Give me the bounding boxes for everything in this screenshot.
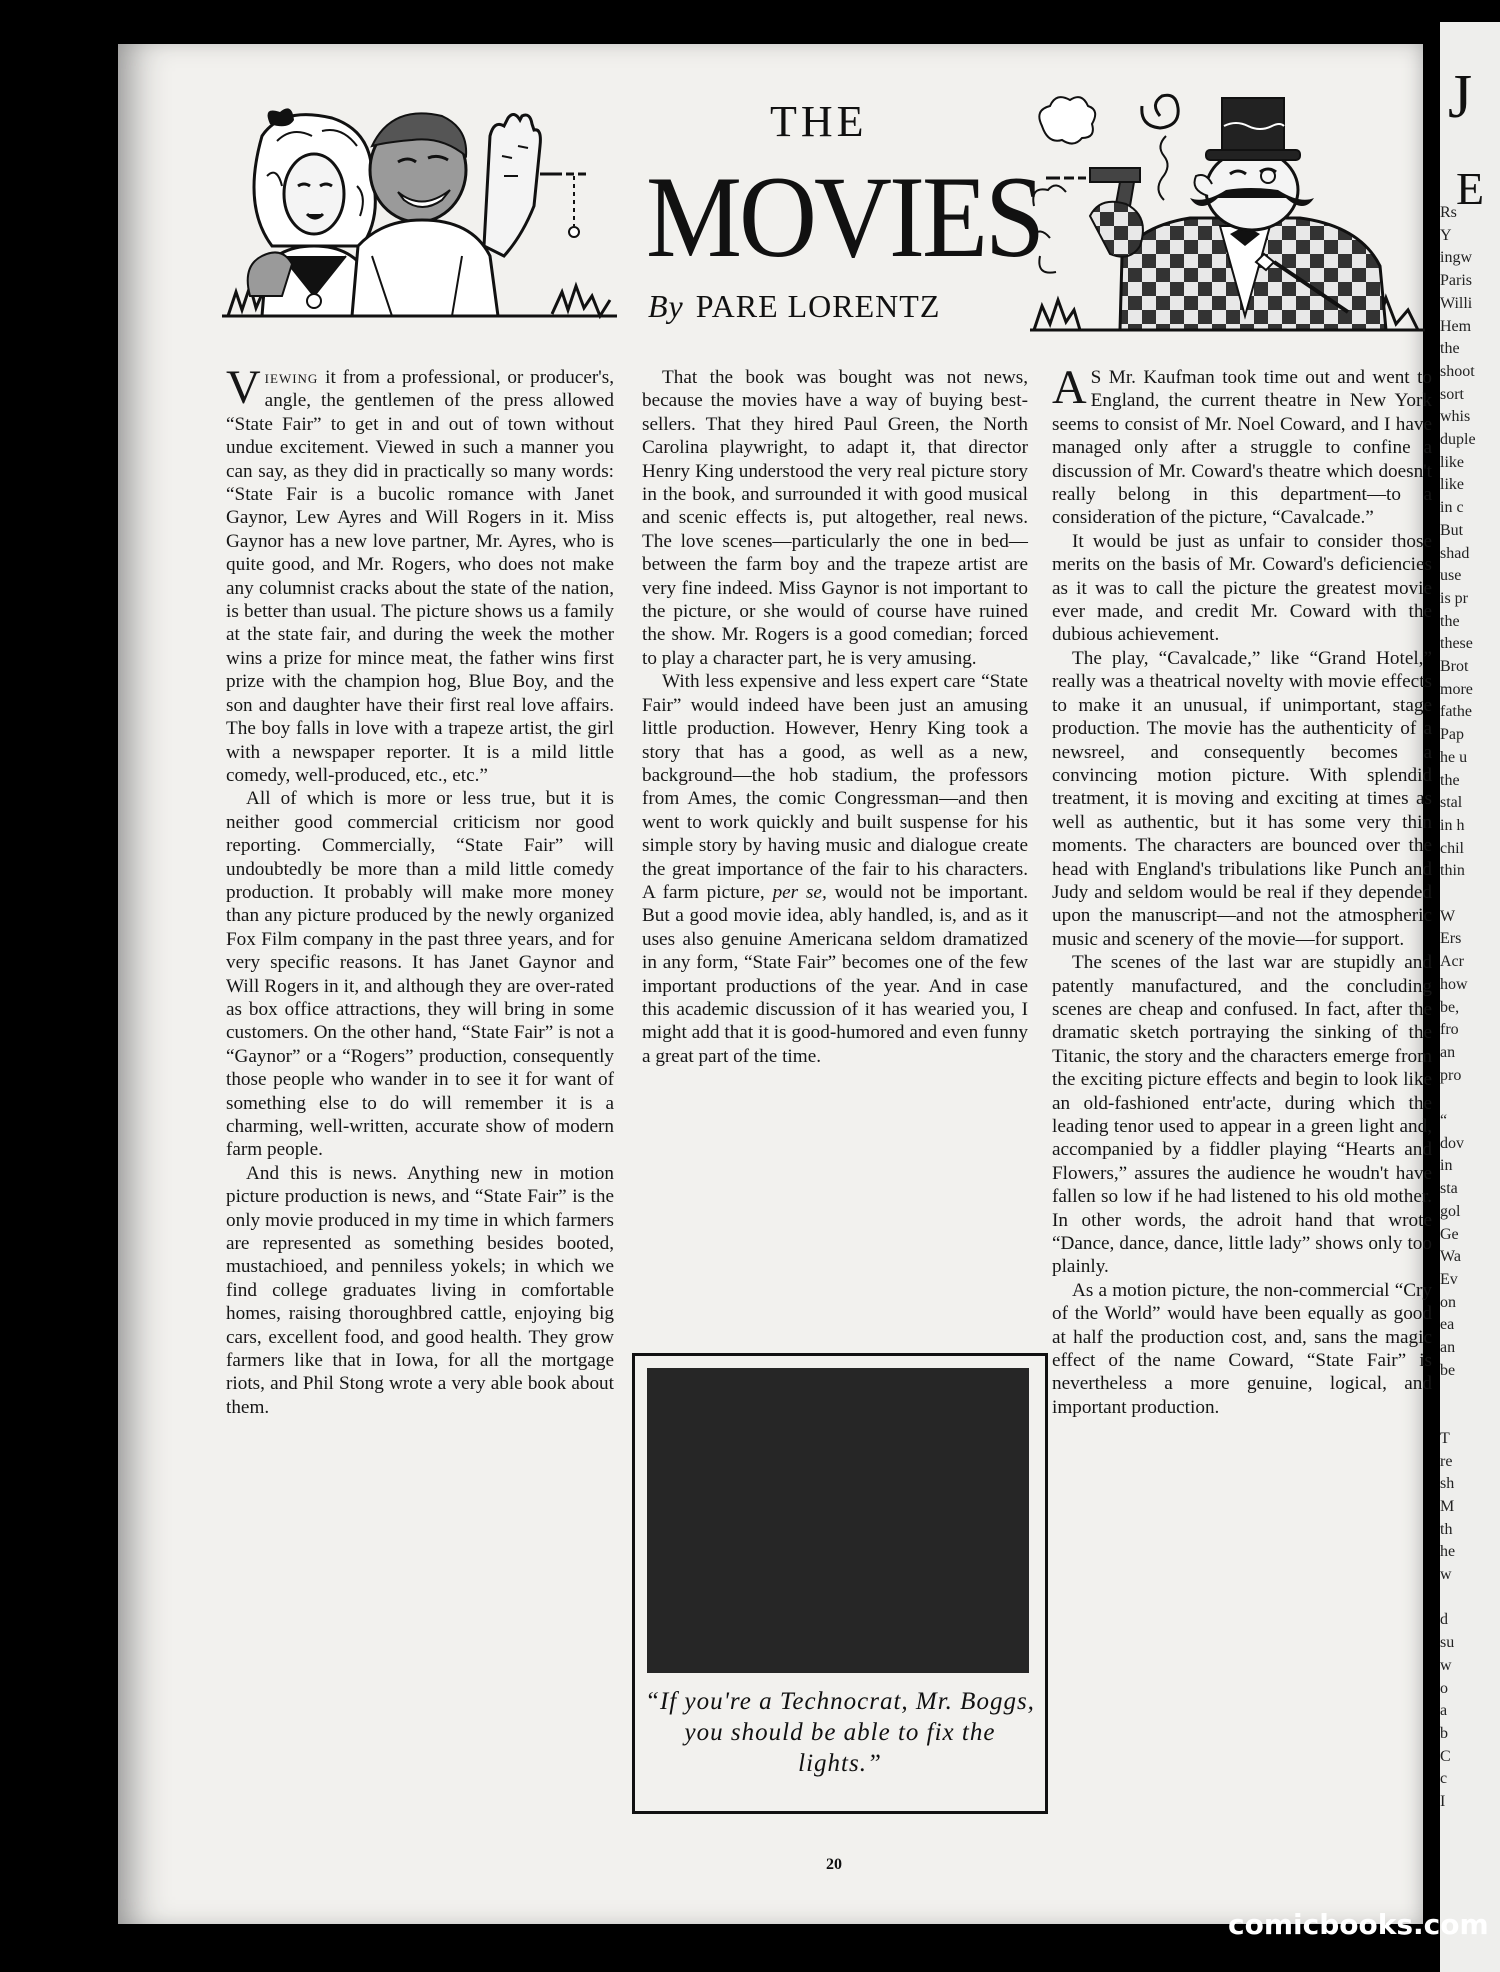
next-page-fragment: he [1440, 1543, 1456, 1561]
next-page-fragment: W [1440, 907, 1456, 925]
column-3-paragraph-2: It would be just as unfair to consider those merits on the basis of Mr. Coward's deficiencies as it was to call the picture the greatest movie ever made, and credit Mr. Coward with the dubious achievement. [1052, 530, 1432, 646]
column-1-paragraph-3: And this is news. Anything new in motion picture production is news, and “State Fair” is the only movie produced in my time in which farmers are represented as something besides booted, mustachioed, and penniless yokels; in which we find college graduates living in comfortable homes, raising thoroughbred cattle, enjoying big cars, excellent food, and good health. They grow farmers like that in Iowa, for all the mortgage riots, and Phil Stong wrote a very able book about them. [226, 1162, 614, 1418]
next-page-fragment: w [1440, 1566, 1452, 1583]
next-page-fragment: Willi [1440, 294, 1473, 312]
next-page-edge [1440, 22, 1500, 1972]
next-page-dropcap: E [1456, 163, 1485, 214]
next-page-fragment: more [1440, 680, 1473, 698]
next-page-fragment: whis [1440, 408, 1471, 426]
next-page-fragment: Ev [1440, 1270, 1458, 1288]
next-page-fragment: su [1440, 1634, 1455, 1652]
next-page-fragment: he u [1440, 748, 1468, 766]
cartoon-caption: “If you're a Technocrat, Mr. Boggs, you should be able to fix the lights.” [645, 1688, 1035, 1777]
cartoon-image [647, 1368, 1029, 1673]
next-page-fragment: w [1440, 1656, 1452, 1674]
next-page-fragment: the [1440, 612, 1460, 630]
byline-author: PARE LORENTZ [695, 288, 941, 324]
next-page-fragment: stal [1440, 794, 1463, 812]
watermark-text: comicbooks.com [1228, 1908, 1489, 1941]
byline-by: By [648, 288, 684, 324]
dropcap-v: V [226, 361, 261, 414]
column-3-paragraph-1 [1052, 361, 1432, 530]
page-number: 20 [826, 1856, 842, 1873]
next-page-fragment: these [1440, 635, 1473, 653]
cartoon-box [632, 1353, 1048, 1814]
next-page-fragment: Rs [1440, 204, 1457, 221]
next-page-fragment: like [1440, 476, 1464, 494]
next-page-fragment: c [1440, 1770, 1448, 1788]
next-page-fragment: I [1440, 1793, 1446, 1810]
column-1-paragraph-1-text: it from a professional, or producer's, angle, the gentlemen of the press allowed “State Fair” to get in and out of town without undue excitement. Viewed in such a manner you can say, as they did in practically so many words: “State Fair is a bucolic romance with Janet Gaynor, Lew Ayres and Will Rogers in it. Miss Gaynor has a new love partner, Mr. Ayres, who is quite good, and Mr. Rogers, who does not make any columnist cracks about the state of the nation, is better than usual. The picture shows us a family at the state fair, and during the week the mother wins a prize for mince meat, the father wins first prize with the champion hog, Blue Boy, and the son and daughter have their first real love affairs. The boy falls in love with a trapeze artist, the girl with a newspaper reporter. It is a mild little comedy, well-produced, etc., etc.” [226, 367, 615, 786]
column-3-paragraph-5: As a motion picture, the non-commercial “Cry of the World” would have been equally as good at half the production cost, and, sans the magic effect of the name Coward, “State Fair” is nevertheless a more genuine, logical, and important production. [1052, 1279, 1432, 1418]
next-page-fragment: o [1440, 1679, 1448, 1697]
top-hat-gentleman-illustration [1030, 86, 1425, 336]
next-page-fragment: Hem [1440, 317, 1472, 335]
column-3-paragraph-3: The play, “Cavalcade,” like “Grand Hotel,” really was a theatrical novelty with movie effects to make it an unusual, if unimportant, stage production. The movie has the authenticity of a newsreel, and consequently becomes a convincing motion picture. With splendid treatment, it is moving and exciting at times as well as authentic, but it has some very thin moments. The characters are bounced over the head with England's tribulations like Punch and Judy and seldom would be real if they depended upon the manuscript—and not the atmospheric music and scenery of the movie—for support. [1052, 647, 1432, 950]
article-column-3 [1052, 361, 1432, 1419]
next-page-fragment: on [1440, 1293, 1456, 1311]
column-2-paragraph-2 [642, 670, 1028, 1068]
next-page-fragment: “ [1440, 1112, 1448, 1129]
byline [648, 288, 940, 325]
column-3-paragraph-1-text: S Mr. Kaufman took time out and went to England, the current theatre in New York seems to consist of Mr. Noel Coward, and I have managed only after a struggle to confine a discussion of Mr. Coward's theatre which doesn't really belong in this department—to a consideration of the picture, “Cavalcade.” [1052, 367, 1432, 529]
next-page-fragment: gol [1440, 1202, 1461, 1220]
next-page-fragment: Pap [1440, 726, 1464, 744]
column-2-paragraph-2-text-b: would not be important. But a good movie idea, ably handled, is, and as it uses also genuine Americana seldom dramatized in any form, “State Fair” becomes one of the few important productions of the year. And in case this academic discussion of it has wearied you, I might add that it is good-humored and even funny a great part of the time. [642, 881, 1029, 1067]
next-page-fragment: d [1440, 1611, 1448, 1629]
next-page-fragment: shad [1440, 544, 1470, 562]
next-page-fragment: Wa [1440, 1248, 1461, 1266]
next-page-fragment: be, [1440, 998, 1460, 1016]
per-se-italic: per se, [772, 881, 827, 903]
next-page-fragment: thin [1440, 862, 1465, 880]
next-page-fragment: Ge [1440, 1225, 1459, 1243]
next-page-fragment: an [1440, 1339, 1456, 1356]
next-page-fragment: use [1440, 567, 1462, 585]
next-page-fragment: sh [1440, 1475, 1455, 1493]
next-page-fragment: Acr [1440, 953, 1464, 971]
lead-in: iewing [264, 367, 319, 388]
dropcap-a: A [1052, 361, 1087, 414]
couple-waving-illustration [222, 96, 622, 326]
next-page-fragment: in c [1440, 499, 1464, 517]
title-prefix: THE [770, 97, 868, 146]
next-page-fragment: ingw [1440, 249, 1472, 267]
next-page-fragment: fro [1440, 1021, 1459, 1039]
next-page-fragment: the [1440, 771, 1460, 789]
page-title: MOVIES [646, 153, 1043, 282]
next-page-fragment: like [1440, 453, 1464, 471]
next-page-fragment: M [1440, 1497, 1455, 1515]
next-page-fragment: a [1440, 1702, 1448, 1720]
next-page-fragment: th [1440, 1520, 1453, 1538]
next-page-fragment: how [1440, 975, 1468, 993]
next-page-fragment: Ers [1440, 930, 1462, 948]
next-page-fragment: in h [1440, 816, 1465, 834]
next-page-fragment: ea [1440, 1316, 1455, 1334]
column-2-paragraph-2-text-a: With less expensive and less expert care “State Fair” would indeed have been just an amusing little production. However, Henry King took a story that has a good, as well as a new, background—the hob stadium, the professors from Ames, the comic Congressman—and then went to work quickly and built suspense for his simple story by having music and dialogue create the great importance of the fair to his characters. A farm picture, [642, 671, 1028, 903]
next-page-fragment: be [1440, 1361, 1456, 1379]
next-page-fragment: is pr [1440, 589, 1468, 607]
column-1-paragraph-2: All of which is more or less true, but it is neither good commercial criticism nor good reporting. Commercially, “State Fair” will undoubtedly be more than a mild little comedy production. It probably will make more money than any picture produced by the newly organized Fox Film company in the past three years, and for very specific reasons. It has Janet Gaynor and Will Rogers in it, and although they are over-rated as box office attractions, they will bring in some customers. On the other hand, “State Fair” is not a “Gaynor” or a “Rogers” production, consequently those people who wander in to see it for want of something else to do will remember it is a charming, well-written, accurate show of modern farm people. [226, 788, 614, 1161]
next-page-fragment: duple [1440, 431, 1476, 448]
next-page-fragment: T [1440, 1429, 1450, 1447]
next-page-fragment: re [1440, 1452, 1453, 1470]
next-page-fragment: chil [1440, 839, 1464, 857]
next-page-fragment: b [1440, 1724, 1448, 1742]
article-column-2 [642, 366, 1028, 1068]
next-page-fragment: Paris [1440, 272, 1472, 290]
next-page-fragment: C [1440, 1747, 1451, 1765]
next-page-fragment: pro [1440, 1066, 1462, 1084]
next-page-fragment: dov [1440, 1134, 1464, 1152]
column-2-paragraph-1: That the book was bought was not news, because the movies have a way of buying best-sellers. That they hired Paul Green, the North Carolina playwright, to adapt it, that director Henry King understood the very real picture story in the book, and surrounded it with good musical and scenic effects is, put altogether, real news. The love scenes—particularly the one in bed—between the farm boy and the trapeze artist are very fine indeed. Miss Gaynor is not important to the picture, or she would of course have ruined the show. Mr. Rogers is a good comedian; forced to play a character part, he is very amusing. [642, 367, 1028, 669]
next-page-fragment: in [1440, 1157, 1453, 1175]
column-3-paragraph-4: The scenes of the last war are stupidly and patently manufactured, and the concluding scenes are cheap and confused. In fact, after the dramatic sketch portraying the sinking of the Titanic, the story and the characters emerge from the exciting picture effects and begin to look like an old-fashioned entr'acte, during which the leading tenor used to appear in a green light and, accompanied by a fiddler playing “Hearts and Flowers,” assures the audience he woudn't have fallen so low if he had listened to his old mother. In other words, the adroit hand that wrote “Dance, dance, dance, little lady” shows only too plainly. [1052, 952, 1432, 1278]
article-column-1 [226, 361, 615, 1419]
next-page-fragment: Y [1440, 226, 1452, 244]
column-1-paragraph-1 [226, 361, 615, 787]
next-page-fragment: fathe [1440, 703, 1472, 721]
next-page-fragment: sort [1440, 385, 1464, 403]
next-page-fragment: sta [1440, 1180, 1458, 1198]
next-page-fragment: the [1440, 340, 1460, 358]
next-page-fragment: an [1440, 1043, 1456, 1061]
next-page-fragment: shoot [1440, 362, 1475, 380]
next-page-heading-letter: J [1448, 63, 1473, 131]
next-page-fragment: Brot [1440, 658, 1469, 675]
next-page-fragment: But [1440, 521, 1464, 539]
